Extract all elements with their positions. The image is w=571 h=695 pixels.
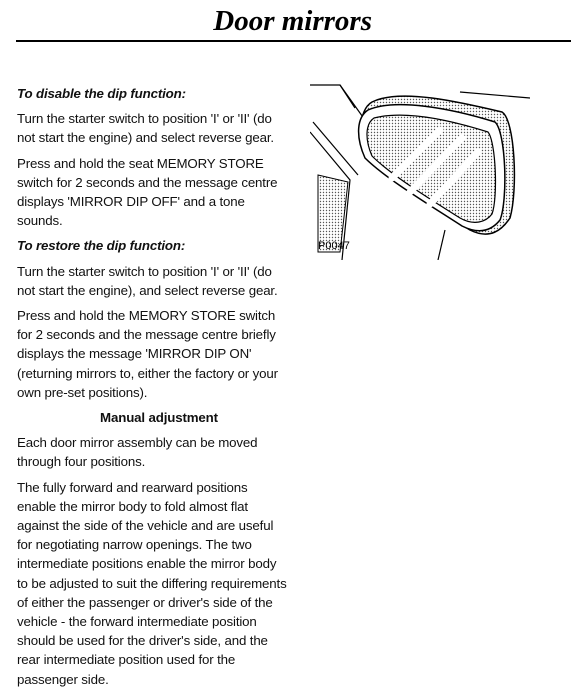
manual-adjustment-para-1: Each door mirror assembly can be moved through four positions. (17, 435, 258, 470)
figure-label: P0047 (318, 240, 350, 252)
title-rule (16, 40, 571, 42)
manual-adjustment-para-2: The fully forward and rearward positions enable the mirror body to fold almost flat against the side of the vehicle and are useful for negotiating narrow openings. The two intermediate positions enable the mirror body to be adjusted to suit the differing requirements of either the passenger or driver's side of the vehicle - the forward intermediate position should be used for the driver's side, and the rear intermediate position used for the passenger side. (17, 479, 287, 687)
page-title: Door mirrors (213, 5, 372, 37)
disable-step-2: Press and hold the seat MEMORY STORE switch for 2 seconds and the message centre displays 'MIRROR DIP OFF' and a tone sounds. (17, 155, 278, 229)
restore-step-1: Turn the starter switch to position 'I' or 'II' (do not start the engine), and select reverse gear. (17, 263, 278, 298)
manual-adjustment-heading: Manual adjustment (100, 410, 218, 426)
door-mirror-illustration (310, 80, 530, 260)
disable-step-1: Turn the starter switch to position 'I' or 'II' (do not start the engine) and select reverse gear. (17, 111, 274, 146)
disable-dip-heading: To disable the dip function: (17, 86, 186, 101)
restore-step-2: Press and hold the MEMORY STORE switch for 2 seconds and the message centre briefly displays the message 'MIRROR DIP ON' (returning mirrors to, either the factory or your own pre-set positions). (17, 308, 278, 400)
body-text (17, 84, 289, 695)
restore-dip-heading: To restore the dip function: (17, 238, 186, 254)
